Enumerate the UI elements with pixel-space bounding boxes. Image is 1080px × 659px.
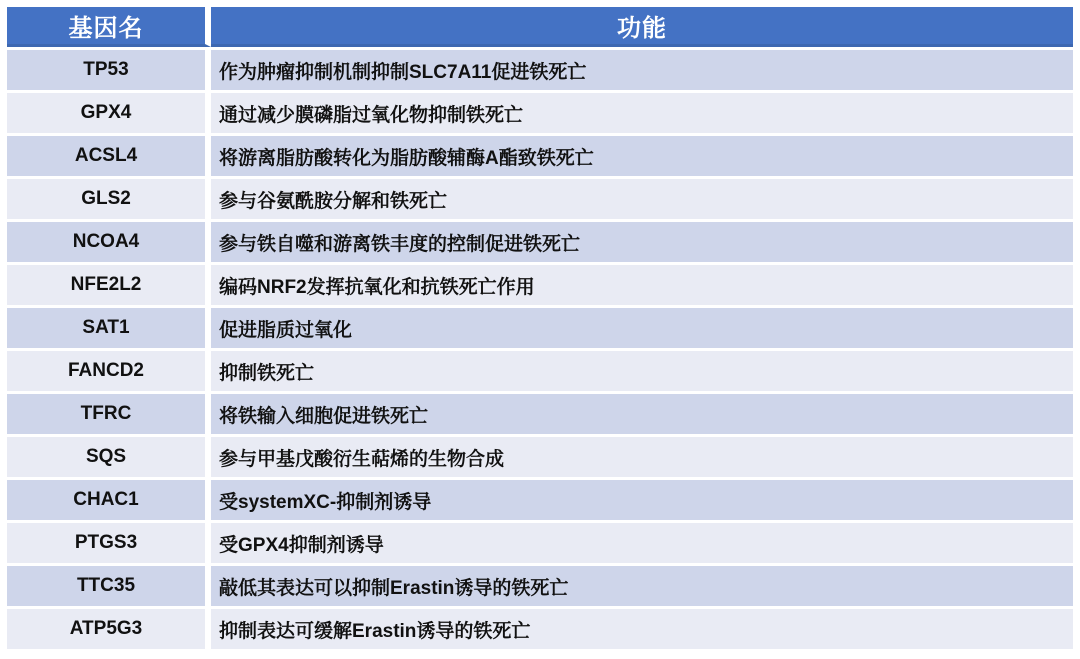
table-row	[7, 222, 1073, 262]
table-row	[7, 480, 1073, 520]
function-cell: 促进脂质过氧化	[211, 308, 1073, 348]
gene-name-cell: TP53	[7, 50, 211, 90]
function-cell: 将游离脂肪酸转化为脂肪酸辅酶A酯致铁死亡	[211, 136, 1073, 176]
gene-name-cell: GPX4	[7, 93, 211, 133]
gene-name-cell: CHAC1	[7, 480, 211, 520]
gene-name-cell: SAT1	[7, 308, 211, 348]
table-row	[7, 566, 1073, 606]
gene-name-cell: TTC35	[7, 566, 211, 606]
gene-name-cell: GLS2	[7, 179, 211, 219]
gene-name-cell: PTGS3	[7, 523, 211, 563]
function-cell: 抑制铁死亡	[211, 351, 1073, 391]
function-cell: 敲低其表达可以抑制Erastin诱导的铁死亡	[211, 566, 1073, 606]
function-cell: 受systemXC-抑制剂诱导	[211, 480, 1073, 520]
function-cell: 通过减少膜磷脂过氧化物抑制铁死亡	[211, 93, 1073, 133]
table-row	[7, 437, 1073, 477]
table-header	[7, 7, 1073, 47]
gene-name-cell: ATP5G3	[7, 609, 211, 649]
table-row	[7, 136, 1073, 176]
table-row	[7, 308, 1073, 348]
column-header-function: 功能	[211, 7, 1073, 47]
table-body	[7, 50, 1073, 649]
table-row	[7, 179, 1073, 219]
table-row	[7, 523, 1073, 563]
table-row	[7, 351, 1073, 391]
gene-function-table	[7, 4, 1073, 652]
function-cell: 编码NRF2发挥抗氧化和抗铁死亡作用	[211, 265, 1073, 305]
function-cell: 将铁输入细胞促进铁死亡	[211, 394, 1073, 434]
table-row	[7, 394, 1073, 434]
gene-name-cell: SQS	[7, 437, 211, 477]
table-row	[7, 609, 1073, 649]
table-row	[7, 93, 1073, 133]
function-cell: 参与谷氨酰胺分解和铁死亡	[211, 179, 1073, 219]
function-cell: 作为肿瘤抑制机制抑制SLC7A11促进铁死亡	[211, 50, 1073, 90]
function-cell: 抑制表达可缓解Erastin诱导的铁死亡	[211, 609, 1073, 649]
function-cell: 参与甲基戊酸衍生萜烯的生物合成	[211, 437, 1073, 477]
table-row	[7, 265, 1073, 305]
gene-name-cell: TFRC	[7, 394, 211, 434]
gene-name-cell: NFE2L2	[7, 265, 211, 305]
function-cell: 受GPX4抑制剂诱导	[211, 523, 1073, 563]
gene-name-cell: ACSL4	[7, 136, 211, 176]
column-header-gene-name: 基因名	[7, 7, 211, 47]
header-row	[7, 7, 1073, 47]
function-cell: 参与铁自噬和游离铁丰度的控制促进铁死亡	[211, 222, 1073, 262]
gene-name-cell: FANCD2	[7, 351, 211, 391]
table-row	[7, 50, 1073, 90]
gene-name-cell: NCOA4	[7, 222, 211, 262]
